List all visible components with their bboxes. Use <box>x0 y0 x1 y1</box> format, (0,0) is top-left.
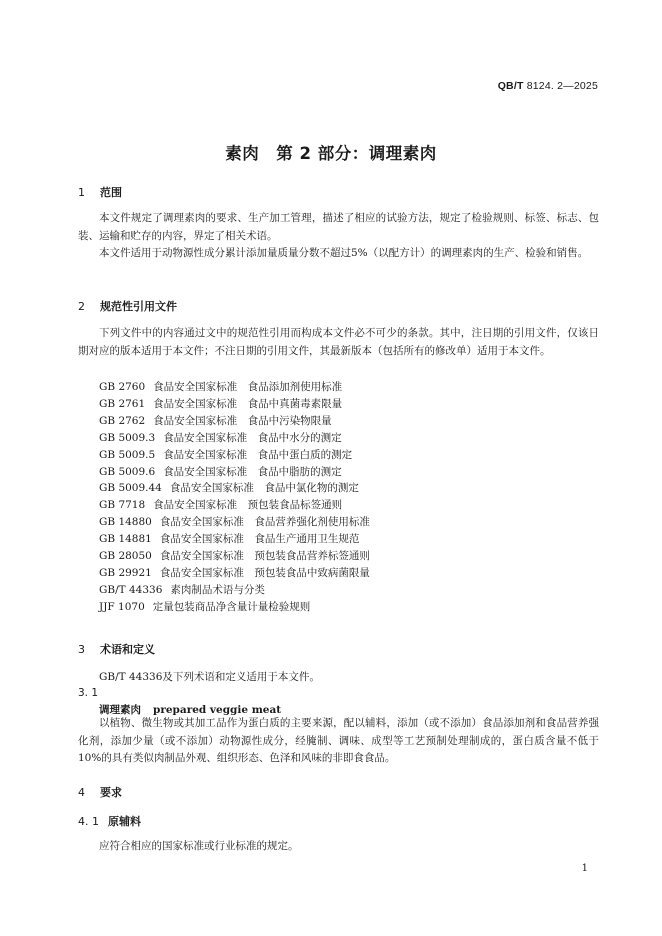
section-title: 规范性引用文件 <box>100 300 177 313</box>
reference-item <box>99 379 370 396</box>
scope-paragraph-2: 本文件适用于动物源性成分累计添加量质量分数不超过5%（以配方计）的调理素肉的生产、检验和销售。 <box>99 247 589 259</box>
reference-title: 食品安全国家标准 食品中脂肪的测定 <box>163 465 342 478</box>
reference-code: GB 2761 <box>99 397 146 410</box>
section-title: 原辅料 <box>108 815 141 828</box>
reference-item <box>99 599 370 616</box>
section-number: 4 <box>78 786 85 799</box>
references-intro-paragraph: 下列文件中的内容通过文中的规范性引用而构成本文件必不可少的条款。其中，注日期的引用文件，仅该日期对应的版本适用于本文件；不注日期的引用文件，其最新版本（包括所有的修改单）适用于本文件。 <box>78 327 599 357</box>
section-4-heading <box>78 784 122 800</box>
reference-code: GB 2762 <box>99 414 146 427</box>
section-4-1-heading <box>78 813 141 829</box>
reference-title: 食品安全国家标准 食品添加剂使用标准 <box>153 381 343 393</box>
reference-item <box>99 430 370 447</box>
references-list <box>99 379 370 616</box>
reference-code: GB 14880 <box>99 516 152 529</box>
reference-item <box>99 514 370 531</box>
reference-code: GB 5009.6 <box>99 465 156 478</box>
reference-title: 食品安全国家标准 预包装食品标签通则 <box>153 499 343 512</box>
reference-item <box>99 396 370 413</box>
references-intro <box>78 325 599 360</box>
reference-title: 食品安全国家标准 食品营养强化剂使用标准 <box>159 516 370 529</box>
reference-title: 食品安全国家标准 食品中污染物限量 <box>153 414 332 427</box>
reference-title: 食品安全国家标准 食品中水分的测定 <box>163 431 342 444</box>
standard-code-number: 8124. 2—2025 <box>523 80 598 92</box>
term-definition-paragraph: 以植物、微生物或其加工品作为蛋白质的主要来源，配以辅料，添加（或不添加）食品添加剂和食品营养强化剂，添加少量（或不添加）动物源性成分，经腌制、调味、成型等工艺预制处理制成的，蛋白质含量不低于10%的具有类似肉制品外观、组织形态、色泽和风味的非即食食品。 <box>78 717 599 764</box>
scope-paragraph-1: 本文件规定了调理素肉的要求、生产加工管理，描述了相应的试验方法，规定了检验规则、标签、标志、包装、运输和贮存的内容，界定了相关术语。 <box>78 212 599 242</box>
reference-code: JJF 1070 <box>99 600 145 613</box>
section-2-heading <box>78 298 177 314</box>
reference-code: GB 5009.44 <box>99 482 162 495</box>
page-number: 1 <box>581 863 588 874</box>
term-definition <box>78 715 599 768</box>
reference-title: 食品安全国家标准 预包装食品营养标签通则 <box>159 550 370 563</box>
reference-item <box>99 480 370 497</box>
reference-item <box>99 531 370 548</box>
standard-code-prefix: QB/T <box>497 80 524 92</box>
section-3-heading <box>78 641 155 657</box>
section-number: 3 <box>78 643 85 656</box>
page-title: 素肉 第 2 部分：调理素肉 <box>225 144 437 163</box>
reference-item <box>99 447 370 464</box>
reference-title: 食品安全国家标准 预包装食品中致病菌限量 <box>159 566 370 579</box>
term-number: 3. 1 <box>78 687 99 699</box>
reference-code: GB/T 44336 <box>99 583 163 596</box>
reference-title: 食品安全国家标准 食品生产通用卫生规范 <box>159 533 360 546</box>
section-1-heading <box>78 184 122 200</box>
section-number: 1 <box>78 186 85 199</box>
reference-code: GB 29921 <box>99 566 152 579</box>
reference-code: GB 5009.3 <box>99 431 156 444</box>
reference-item <box>99 464 370 481</box>
reference-title: 食品安全国家标准 食品中蛋白质的测定 <box>163 448 353 461</box>
reference-code: GB 14881 <box>99 533 152 546</box>
section-number: 4. 1 <box>78 815 99 828</box>
reference-title: 食品安全国家标准 食品中真菌毒素限量 <box>153 397 343 410</box>
section-title: 要求 <box>100 786 122 799</box>
term-name-en: prepared veggie meat <box>153 704 282 716</box>
reference-item <box>99 497 370 514</box>
section-title: 术语和定义 <box>100 643 155 656</box>
scope-text <box>78 210 599 263</box>
term-name-zh: 调理素肉 <box>99 704 141 716</box>
reference-item <box>99 565 370 582</box>
reference-title: 素肉制品术语与分类 <box>170 583 265 596</box>
reference-item <box>99 582 370 599</box>
standard-code <box>498 80 598 92</box>
reference-code: GB 7718 <box>99 499 146 512</box>
reference-code: GB 28050 <box>99 550 152 563</box>
reference-item <box>99 413 370 430</box>
terms-intro: GB/T 44336及下列术语和定义适用于本文件。 <box>99 671 320 683</box>
raw-materials-text: 应符合相应的国家标准或行业标准的规定。 <box>99 840 299 852</box>
section-number: 2 <box>78 300 85 313</box>
reference-title: 食品安全国家标准 食品中氯化物的测定 <box>169 482 359 495</box>
section-title: 范围 <box>100 186 122 199</box>
reference-code: GB 2760 <box>99 381 146 393</box>
reference-code: GB 5009.5 <box>99 448 156 461</box>
reference-item <box>99 548 370 565</box>
reference-title: 定量包装商品净含量计量检验规则 <box>152 600 311 613</box>
